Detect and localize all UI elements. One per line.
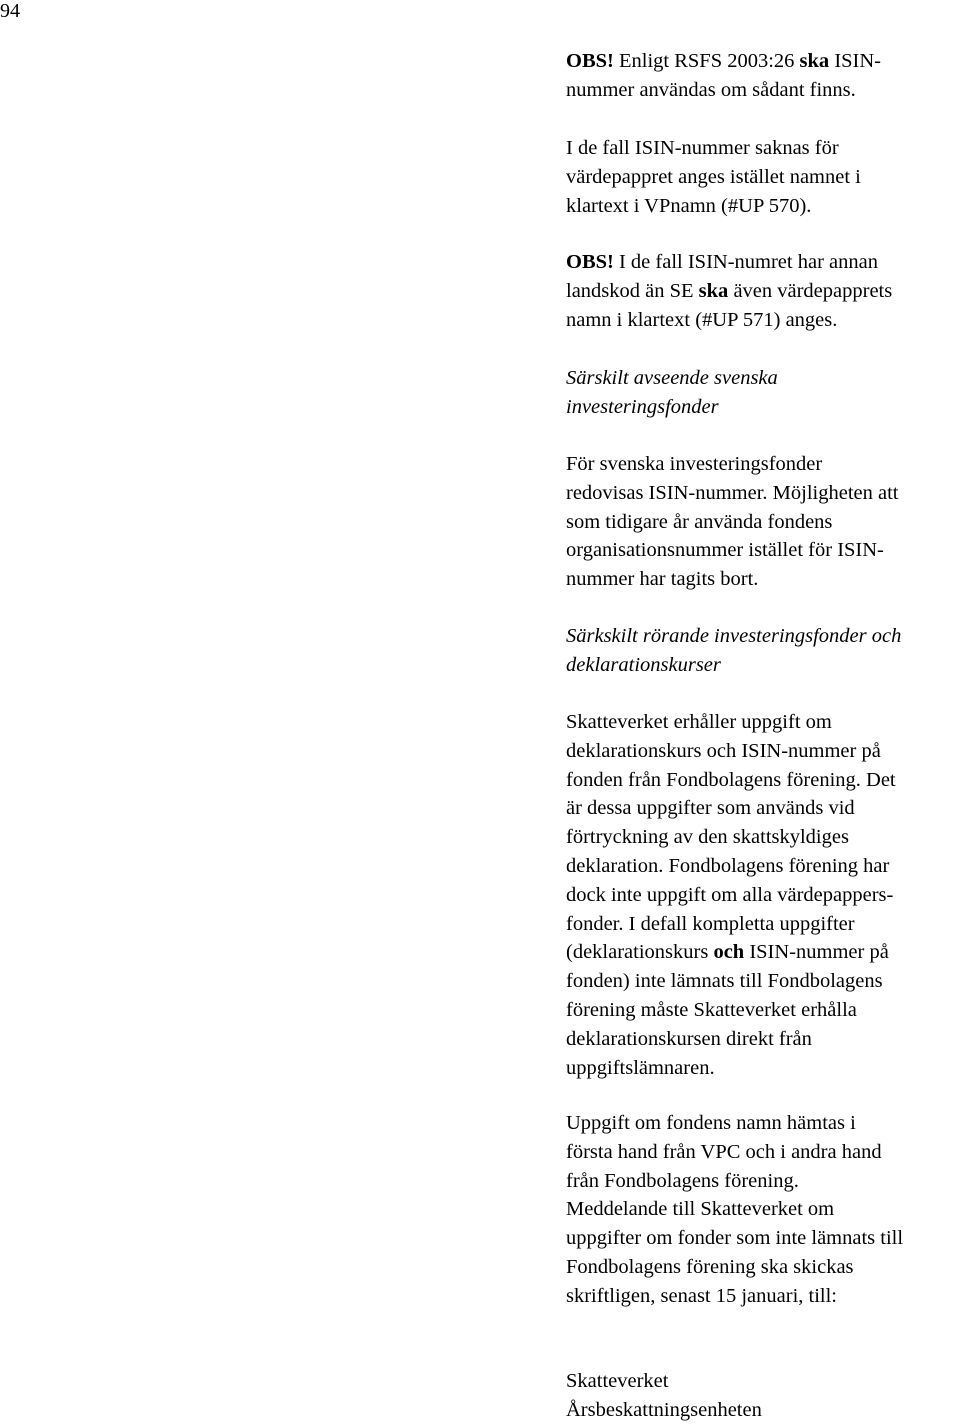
text-line: som tidigare år använda fondens [566,510,833,533]
text-line: uppgifter om fonder som inte lämnats till [566,1227,904,1250]
text-line: fonden från Fondbolagens förening. Det [566,768,896,791]
text-line: deklarationskursen direkt från [566,1027,812,1050]
obs-label: OBS! [566,50,614,72]
text-line: är dessa uppgifter som används vid [566,797,855,820]
text-line [566,938,958,967]
text-line: från Fondbolagens förening. [566,1169,799,1192]
text-line: Uppgift om fondens namn hämtas i [566,1112,856,1134]
text-line: dock inte uppgift om alla värdepappers- [566,883,894,906]
obs-label: OBS! [566,251,614,273]
obs-text: landskod än SE [566,279,699,302]
heading-line: investeringsfonder [566,395,719,418]
text-line: nummer har tagits bort. [566,568,759,591]
text-emphasis: och [713,941,745,964]
text-line: värdepappret anges istället namnet i [566,165,861,188]
obs-text-line: nummer användas om sådant finns. [566,78,856,101]
obs-text-line: namn i klartext (#UP 571) anges. [566,308,838,331]
text-span: ISIN-nummer på [744,941,889,964]
text-line: klartext i VPnamn (#UP 570). [566,194,812,217]
obs-text: ISIN- [829,50,881,72]
text-line: organisationsnummer istället för ISIN- [566,539,884,562]
address-line: Skatteverket [566,1370,669,1392]
address-block [566,1367,958,1425]
address-line: Årsbeskattningsenheten [566,1398,762,1421]
obs-note-isin-required [566,47,958,105]
section-heading-investeringsfonder [566,364,958,422]
text-line: förening måste Skatteverket erhålla [566,998,857,1021]
text-span: (deklarationskurs [566,941,714,964]
page-number: 94 [0,0,20,22]
paragraph-svenska-fonder [566,450,958,594]
paragraph-fondens-namn [566,1109,958,1311]
text-line: Fondbolagens förening ska skickas [566,1255,854,1278]
obs-emphasis: ska [799,50,830,72]
heading-line: deklarationskurser [566,653,721,676]
obs-text: Enligt RSFS 2003:26 [613,50,800,72]
obs-text: även värdepapprets [728,279,893,302]
text-line: deklaration. Fondbolagens förening har [566,854,890,877]
paragraph-deklarationskurs [566,708,958,1082]
text-line: För svenska investeringsfonder [566,453,823,475]
obs-text: I de fall ISIN-numret har annan [613,251,878,273]
text-line: I de fall ISIN-nummer saknas för [566,137,839,159]
text-line: Meddelande till Skatteverket om [566,1198,835,1221]
text-line: deklarationskurs och ISIN-nummer på [566,739,881,762]
text-line: uppgiftslämnaren. [566,1056,715,1079]
text-line: Skatteverket erhåller uppgift om [566,711,832,733]
heading-line: Särskilt avseende svenska [566,367,778,389]
obs-emphasis: ska [698,279,729,302]
heading-line: Särkskilt rörande investeringsfonder och [566,625,902,647]
text-line: skriftligen, senast 15 januari, till: [566,1284,838,1307]
text-line: fonden) inte lämnats till Fondbolagens [566,970,883,993]
text-line: första hand från VPC och i andra hand [566,1140,882,1163]
obs-note-landskod [566,248,958,334]
text-line: redovisas ISIN-nummer. Möjligheten att [566,481,899,504]
section-heading-deklarationskurser [566,622,958,680]
text-line: fonder. I defall kompletta uppgifter [566,912,855,935]
paragraph-missing-isin [566,134,958,220]
text-line: förtryckning av den skattskyldiges [566,826,849,849]
